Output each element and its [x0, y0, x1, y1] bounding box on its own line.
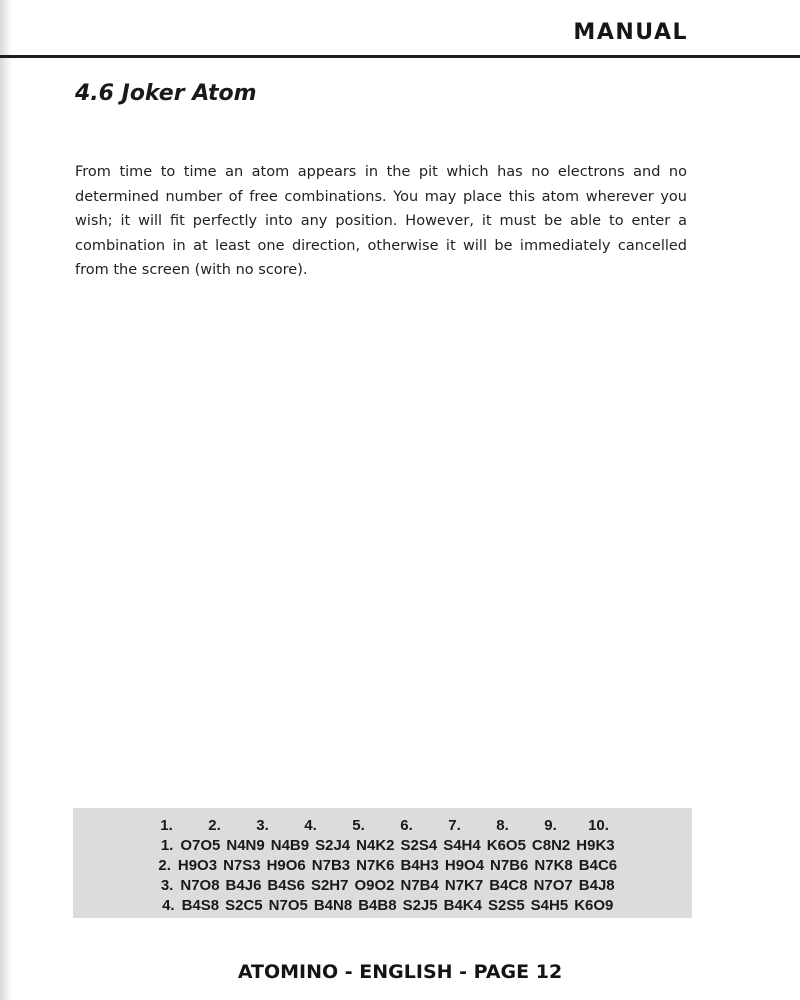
code-cell: N7B6 [490, 857, 529, 874]
code-cell: S2S4 [400, 837, 438, 854]
header-label: MANUAL [573, 20, 688, 45]
code-cell: H9O4 [444, 857, 485, 874]
header-rule [0, 55, 800, 58]
code-cell: B4H3 [400, 857, 439, 874]
code-cell: S2H7 [310, 877, 349, 894]
code-cell: N7K8 [534, 857, 573, 874]
code-cell: N7K6 [356, 857, 395, 874]
column-number: 2. [208, 817, 221, 834]
code-cell: S2J4 [315, 837, 351, 854]
code-cell: B4K4 [443, 897, 482, 914]
column-number: 4. [304, 817, 317, 834]
code-cell: N4B9 [270, 837, 310, 854]
row-number: 4. [162, 897, 175, 914]
code-cell: S4H5 [530, 897, 569, 914]
code-cell: S2C5 [225, 897, 263, 914]
section-title: 4.6 Joker Atom [75, 81, 257, 106]
code-table-header [73, 816, 692, 836]
code-cell: K6O9 [574, 897, 614, 914]
column-number: 1. [160, 817, 173, 834]
code-cell: S2J5 [402, 897, 438, 914]
code-table-row [73, 836, 692, 856]
code-cell: N7B4 [400, 877, 439, 894]
row-number: 3. [160, 877, 174, 894]
code-cell: N4K2 [356, 837, 395, 854]
code-cell: B4S6 [267, 877, 305, 894]
page-edge-shadow [0, 0, 12, 1000]
code-cell: N7B3 [311, 857, 351, 874]
column-number: 10. [588, 817, 609, 834]
code-cell: H9K3 [576, 837, 615, 854]
code-cell: N4N9 [226, 837, 265, 854]
code-table-row [73, 896, 692, 916]
code-cell: B4S8 [181, 897, 220, 914]
code-cell: N7O5 [268, 897, 308, 914]
column-number: 3. [256, 817, 269, 834]
code-cell: K6O5 [486, 837, 526, 854]
row-number: 2. [158, 857, 171, 874]
code-cell: O9O2 [354, 877, 395, 894]
code-cell: N7K7 [444, 877, 484, 894]
code-cell: H9O3 [177, 857, 218, 874]
code-table-row [73, 856, 692, 876]
column-number: 5. [352, 817, 365, 834]
code-cell: N7O7 [533, 877, 573, 894]
code-cell: H9O6 [266, 857, 306, 874]
code-cell: N7O8 [180, 877, 220, 894]
column-number: 8. [496, 817, 509, 834]
code-cell: S2S5 [487, 897, 525, 914]
code-cell: B4J6 [225, 877, 262, 894]
code-table [73, 808, 692, 918]
code-cell: B4N8 [313, 897, 353, 914]
code-cell: S4H4 [443, 837, 481, 854]
code-cell: B4J8 [578, 877, 615, 894]
column-number: 6. [400, 817, 413, 834]
section-paragraph: From time to time an atom appears in the pit which has no electrons and no determined number of free combinations. You may place this atom wherever you wish; it will fit perfectly into any position. However, it must be able to enter a combination in at least one direction, otherwise it will be immediately cancelled from the screen (with no score). [75, 164, 687, 278]
column-number: 9. [544, 817, 557, 834]
code-cell: O7O5 [180, 837, 221, 854]
code-cell: B4C8 [489, 877, 528, 894]
row-number: 1. [160, 837, 174, 854]
page-footer: ATOMINO - ENGLISH - PAGE 12 [237, 961, 563, 983]
code-table-row [73, 876, 692, 896]
code-cell: N7S3 [223, 857, 261, 874]
code-cell: B4B8 [358, 897, 397, 914]
code-cell: B4C6 [578, 857, 618, 874]
column-number: 7. [448, 817, 461, 834]
code-cell: C8N2 [531, 837, 571, 854]
